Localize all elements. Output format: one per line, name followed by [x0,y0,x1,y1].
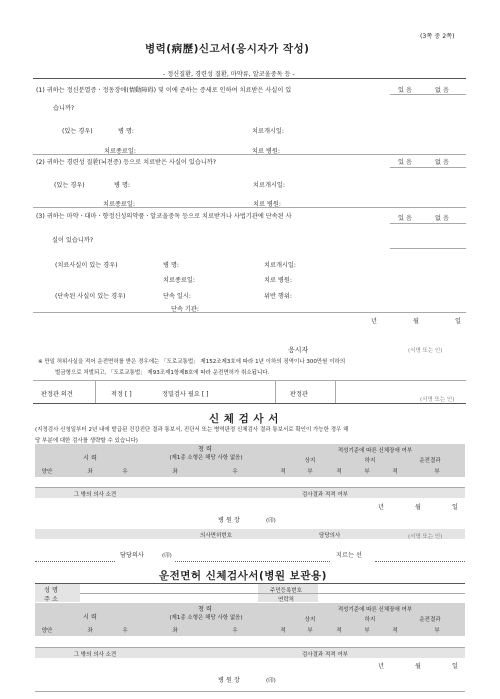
exam-doctor-sign-hint: (서명 또는 인) [408,534,443,540]
exam-day: 일 [452,504,458,511]
exam-doctor-bg [35,529,465,539]
divider [275,380,276,403]
exam-fit-1: 적 [280,469,286,475]
q3-if-treated-label: (치료사실이 있는 경우) [55,262,118,269]
license-vision-header: 시 력 [83,614,97,621]
q1-treatment-end-label: 치료종료일: [104,148,136,155]
q3-caught-date-label: 단속 일시: [163,293,191,300]
divider [35,691,465,692]
license-result: 검사결과 적격 여부 [301,652,348,658]
cut-line-label: 지르는 선 [336,552,362,559]
q3-hospital-label: 치료 병원: [264,277,292,284]
q3-violation-label: 위반 행위: [264,293,292,300]
license-unfit-2: 부 [364,628,370,634]
q2-yes-option[interactable]: 있 음 [398,159,412,166]
applicant-label: 응시자 [288,346,309,354]
license-hearing-note: (제1종 소형은 해당 사항 없음) [169,615,243,621]
license-seal: (印) [266,678,276,684]
divider [33,312,466,313]
exam-title: 신 체 검 사 서 [209,413,279,425]
q1-hospital-label: 치료 병원: [252,148,280,155]
q2-text-line1: (2) 귀하는 경련성 질환(뇌전증) 등으로 치료받은 사실이 있습니까? [36,159,217,166]
q1-disease-name-label: 병 명: [118,128,135,135]
divider [35,487,465,488]
exam-seal: (印) [266,518,276,524]
license-right-eye: 우 [122,628,128,634]
license-both-eyes: 양안 [41,628,53,634]
cut-line [35,561,115,562]
warning-line2: 벌금형으로 처벌되고, 「도로교통법」 제93조제1항제8호에 따라 운전면허가 취소됩니다. [55,370,270,376]
exam-result: 검사결과 적격 여부 [301,492,348,498]
q3-disease-name-label: 병 명: [163,262,180,269]
exam-fit-2: 적 [336,469,342,475]
q1-text-line1: (1) 귀하는 정신분열증ㆍ정동장애(情動障碍) 및 이에 준하는 증세로 인하여 치료받은 사실이 있 [36,87,292,94]
exam-vision-header: 시 력 [83,455,97,462]
license-unfit-1: 부 [307,628,313,634]
divider [33,207,466,208]
q3-text-line1: (3) 귀하는 마약ㆍ대마ㆍ향정신성의약품ㆍ알코올중독 등으로 치료받거나 사법기관에 단속된 사 [36,213,292,220]
cut-line [175,561,330,562]
declaration-title: 병력(病歷)신고서(응시자가 작성) [145,43,310,55]
exam-unfit-3: 부 [434,469,440,475]
q1-yes-option[interactable]: 있 음 [398,87,412,94]
q2-disease-name-label: 병 명: [114,182,131,189]
license-fit-2: 적 [336,628,342,634]
warning-line1: ※ 만일 허위사실을 적어 운전면허를 받은 경우에는 「도로교통법」 제152조제3호에 따라 1년 이하의 징역이나 300만원 이하의 [38,359,346,365]
license-hospital-head: 병 원 장 [218,677,240,684]
rrn-label: 주민등록번호 [270,588,302,594]
exam-hearing-header: 청 력 [198,446,212,453]
doctor-label: 담당의사 [120,552,144,559]
q2-no-option[interactable]: 없 음 [435,159,449,166]
license-fit-3: 적 [392,628,398,634]
q1-if-yes-label: (있는 경우) [62,128,93,135]
divider [390,94,466,95]
exam-upper-limbs: 상지 [304,458,316,464]
declaration-year: 년 [371,318,377,325]
divider [390,223,466,224]
exam-hearing-note: (제1종 소형은 해당 사항 없음) [169,455,243,461]
exam-left-eye: 좌 [87,469,93,475]
divider [35,583,465,584]
license-left-eye: 좌 [87,628,93,634]
divider [80,593,465,594]
license-unfit-3: 부 [434,628,440,634]
license-fitness-header: 적성기준에 따른 신체장애 여부 [337,607,413,613]
divider [95,380,96,403]
exam-year: 년 [378,504,384,511]
exam-lower-limbs: 하지 [364,458,376,464]
exam-both-eyes: 양안 [41,469,53,475]
q2-hospital-label: 치료 병원: [253,201,281,208]
q3-no-option[interactable]: 없 음 [435,215,449,222]
exam-right-ear: 우 [232,469,238,475]
exam-movement: 운전결과 [419,458,441,464]
q1-text-line2: 습니까? [53,105,75,112]
divider [335,380,336,403]
q1-no-option[interactable]: 없 음 [435,87,449,94]
exam-notice-line2: 당 부분에 대한 검사를 생략할 수 있습니다) [35,438,138,444]
exam-left-ear: 좌 [172,469,178,475]
license-movement: 운전결과 [419,617,441,623]
license-right-ear: 우 [232,628,238,634]
q3-treatment-start-label: 치료개시일: [264,262,296,269]
contact-label: 연락처 [278,597,294,603]
exam-unfit-2: 부 [364,469,370,475]
divider [33,403,466,404]
divider [33,154,466,155]
fit-checkbox[interactable]: 적정 [ ] [111,391,132,398]
exam-doctor-license: 의사면허번호 [200,533,232,539]
divider [33,78,466,79]
applicant-sign-hint: (서명 또는 인) [408,348,443,354]
exam-right-eye: 우 [122,469,128,475]
exam-unfit-1: 부 [307,469,313,475]
exam-doctor: 담당의사 [319,533,341,539]
q2-treatment-end-label: 치료종료일: [103,201,135,208]
declaration-day: 일 [455,318,461,325]
license-year: 년 [378,663,384,670]
precise-check-checkbox[interactable]: 정밀검사 필요 [ ] [162,391,209,398]
license-upper-limbs: 상지 [304,617,316,623]
q1-treatment-start-label: 치료개시일: [252,128,284,135]
exam-other-opinion: 그 밖의 의사 소견 [73,492,117,498]
license-fit-1: 적 [280,628,286,634]
license-month: 월 [415,663,421,670]
q3-text-line2: 실이 있습니까? [52,237,94,244]
cut-line [375,561,465,562]
q3-caught-agency-label: 단속 기관: [171,306,199,313]
divider [390,248,466,249]
q3-yes-option[interactable]: 있 음 [398,215,412,222]
doctor-seal: (印) [162,553,172,559]
exam-month: 월 [415,504,421,511]
license-exam-title: 운전면허 신체검사서(병원 보관용) [159,570,327,582]
declaration-subtitle: - 정신질환, 경련성 질환, 마약류, 알코올중독 등 - [163,71,295,78]
q2-treatment-start-label: 치료개시일: [253,182,285,189]
declaration-month: 월 [413,318,419,325]
exam-hospital-head: 병 원 장 [218,517,240,524]
license-left-ear: 좌 [172,628,178,634]
judge-sign-hint: (서명 또는 인) [420,397,455,403]
exam-notice-line1: (지정검사 신청일부터 2년 내에 발급된 건강진단 결과 통보서, 진단서 또는 병역판정 신체검사 결과 통보서로 확인이 가능한 경우 해 [35,427,349,433]
divider [390,167,466,168]
judge-opinion-label: 판정관 의견 [41,391,73,398]
exam-fitness-header: 적성기준에 따른 신체장애 여부 [337,448,413,454]
divider [33,380,466,381]
license-other-opinion: 그 밖의 의사 소견 [73,652,117,658]
judge-label: 판정관 [290,391,308,398]
q2-if-yes-label: (있는 경우) [54,182,85,189]
license-lower-limbs: 하지 [364,617,376,623]
license-day: 일 [452,663,458,670]
q3-treatment-end-label: 치료종료일: [163,277,195,284]
name-label: 성 명 [44,587,58,594]
q3-if-caught-label: (단속된 사실이 있는 경우) [55,293,126,300]
license-hearing-header: 청 력 [198,606,212,613]
page-indicator: (3쪽 중 2쪽) [420,33,455,40]
divider [35,647,465,648]
exam-fit-3: 적 [392,469,398,475]
address-label: 주 소 [44,596,58,603]
